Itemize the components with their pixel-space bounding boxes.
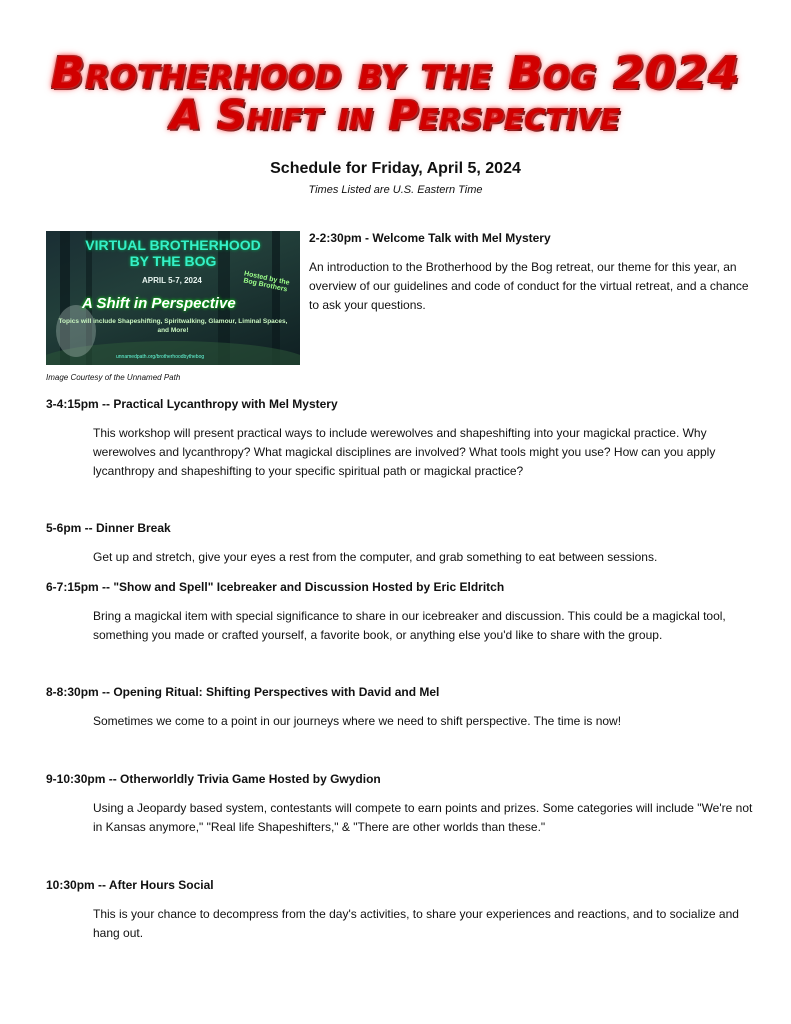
promo-title: VIRTUAL BROTHERHOOD BY THE BOG [85, 237, 261, 269]
promo-shift: A Shift in Perspective [82, 295, 236, 312]
promo-topics: Topics will include Shapeshifting, Spiritwalking, Glamour, Liminal Spaces, and More! [58, 318, 288, 334]
event-banner [0, 48, 791, 139]
schedule-subtitle: Times Listed are U.S. Eastern Time [308, 184, 483, 196]
promo-dates: APRIL 5-7, 2024 [142, 276, 202, 285]
promo-image [46, 231, 300, 365]
event-title: 5-6pm -- Dinner Break [46, 521, 171, 535]
promo-url: unnamedpath.org/brotherhoodbythebog [116, 354, 205, 360]
event-title: 8-8:30pm -- Opening Ritual: Shifting Perspectives with David and Mel [46, 685, 440, 699]
event-description: This is your chance to decompress from the day's activities, to share your experiences and reactions, and to socialize and hang out. [93, 907, 739, 940]
event-title: 3-4:15pm -- Practical Lycanthropy with Mel Mystery [46, 397, 338, 411]
image-caption: Image Courtesy of the Unnamed Path [46, 373, 181, 382]
event-description: This workshop will present practical ways to include werewolves and shapeshifting into your magickal practice. Why werewolves and lycanthropy? What magickal disciplines are involved? What tools might you use? How can you apply lycanthropy and shapeshifting to your specific spiritual path or magickal practice? [93, 426, 716, 478]
event-title: 10:30pm -- After Hours Social [46, 878, 214, 892]
event-title: 9-10:30pm -- Otherworldly Trivia Game Hosted by Gwydion [46, 772, 381, 786]
event-title: 6-7:15pm -- "Show and Spell" Icebreaker and Discussion Hosted by Eric Eldritch [46, 580, 505, 594]
banner-title: Brotherhood by the Bog 2024 [51, 48, 740, 99]
event-description: Bring a magickal item with special significance to share in our icebreaker and discussion. This could be a magickal tool, something you made or crafted yourself, a favorite book, or anything else you'd like to share with the group. [93, 609, 726, 642]
banner-subtitle: A Shift in Perspective [170, 93, 621, 139]
event-description: Get up and stretch, give your eyes a rest from the computer, and grab something to eat between sessions. [93, 550, 658, 564]
promo-hosted: Hosted by the Bog Brothers [242, 270, 291, 294]
event-description: Sometimes we come to a point in our journeys where we need to shift perspective. The time is now! [93, 714, 622, 728]
event-title: 2-2:30pm - Welcome Talk with Mel Mystery [309, 231, 551, 245]
event-description: Using a Jeopardy based system, contestants will compete to earn points and prizes. Some categories will include "We're not in Kansas anymore," "Real life Shapeshifters," & "There are other worlds than these." [93, 801, 753, 834]
event-description: An introduction to the Brotherhood by the Bog retreat, our theme for this year, an overview of our guidelines and code of conduct for the virtual retreat, and a chance to ask your questions. [309, 260, 749, 312]
schedule-title: Schedule for Friday, April 5, 2024 [270, 160, 521, 177]
